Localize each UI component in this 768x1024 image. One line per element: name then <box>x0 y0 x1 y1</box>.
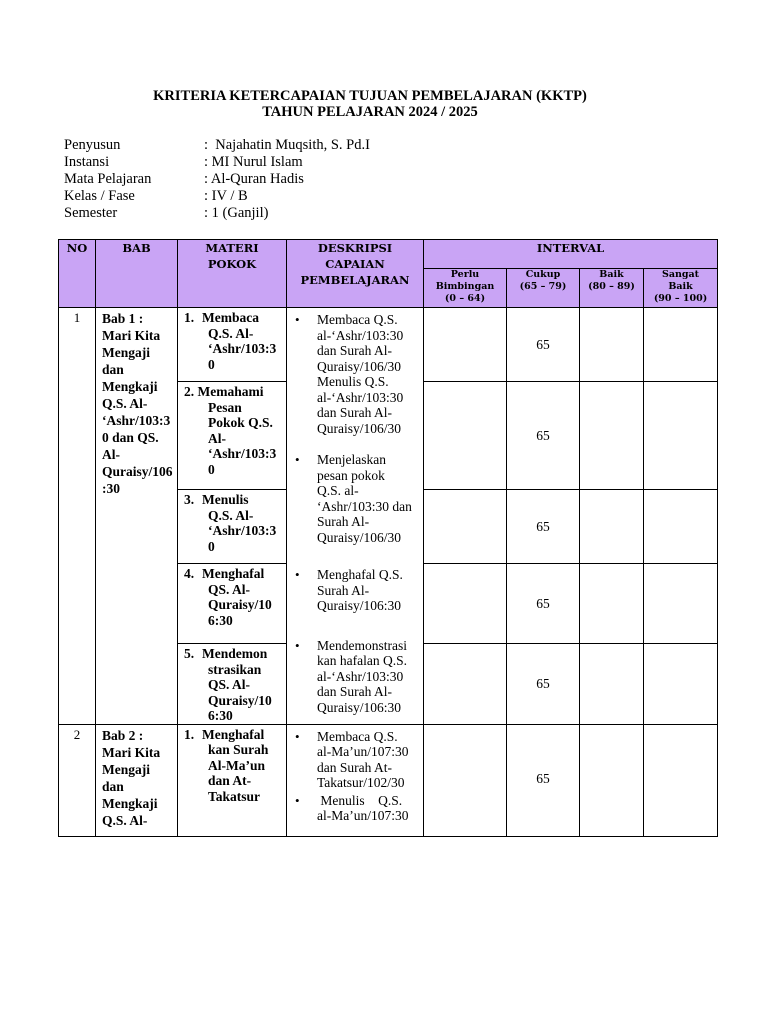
desc-line: kan hafalan Q.S. <box>317 653 407 668</box>
header-desc-line: CAPAIAN <box>325 257 385 271</box>
header-sub-line: (0 – 64) <box>444 293 486 304</box>
materi-line: 0 <box>208 356 215 372</box>
cell-materi <box>178 564 287 644</box>
cell-no: 1 <box>59 308 96 725</box>
header-desc-line: DESKRIPSI <box>317 241 393 255</box>
desc-line: Quraisy/106/30 <box>317 529 401 545</box>
cell-materi <box>178 308 287 382</box>
desc-line: • Menghafal Q.S. <box>317 567 403 582</box>
cell-cukup: 65 <box>507 644 580 725</box>
bab-line: :30 <box>102 481 120 496</box>
cell-perlu-bimbingan <box>424 724 507 836</box>
materi-text: Mendemon <box>202 646 268 661</box>
document-title: KRITERIA KETERCAPAIAN TUJUAN PEMBELAJARAN (KKTP) <box>153 88 587 104</box>
cell-perlu-bimbingan <box>424 490 507 564</box>
materi-line: Takatsur <box>208 788 261 804</box>
header-sangat-baik <box>644 269 718 308</box>
header-sub-line: (65 – 79) <box>519 281 567 292</box>
cell-baik <box>580 564 644 644</box>
bab-line: dan <box>102 362 124 377</box>
info-row-mata-pelajaran <box>64 171 370 188</box>
bab-line: Bab 1 : <box>102 311 144 326</box>
desc-line: al-‘Ashr/103:30 <box>317 327 404 343</box>
bab-line: Q.S. Al- <box>102 812 148 828</box>
header-cukup <box>507 269 580 308</box>
cell-sangat-baik <box>644 644 718 725</box>
cell-cukup: 65 <box>507 308 580 382</box>
desc-list <box>291 312 419 715</box>
materi-text: Memahami <box>197 384 264 399</box>
desc-line: ‘Ashr/103:30 dan <box>317 498 412 514</box>
header-no: NO <box>59 240 96 308</box>
table-row <box>59 724 718 836</box>
bab-line: Mari Kita <box>102 744 161 760</box>
desc-line: Surah Al- <box>317 582 370 598</box>
bab-line: Bab 2 : <box>102 727 144 743</box>
materi-line: ‘Ashr/103:3 <box>208 523 277 538</box>
materi-number: 3. <box>184 492 195 507</box>
desc-line: Takatsur/102/30 <box>317 775 405 790</box>
desc-item <box>291 312 419 436</box>
desc-item <box>291 452 419 545</box>
materi-text: Menghafal <box>202 726 265 742</box>
cell-perlu-bimbingan <box>424 564 507 644</box>
cell-sangat-baik <box>644 308 718 382</box>
cell-baik <box>580 308 644 382</box>
materi-line: Q.S. Al- <box>208 507 254 523</box>
materi-line: 6:30 <box>208 612 233 628</box>
materi-line: dan At- <box>208 773 252 788</box>
header-sub-line: Bimbingan <box>435 281 495 292</box>
header-sub-line: Baik <box>599 269 624 280</box>
desc-item <box>291 567 419 614</box>
desc-line: dan Surah Al- <box>317 343 392 358</box>
bab-line: Mengaji <box>102 761 150 777</box>
cell-sangat-baik <box>644 490 718 564</box>
materi-line: kan Surah <box>208 742 269 757</box>
cell-cukup: 65 <box>507 564 580 644</box>
materi-line: strasikan <box>208 661 262 677</box>
header-bab: BAB <box>96 240 178 308</box>
desc-line: pesan pokok <box>317 467 385 483</box>
materi-number: 4. <box>184 566 195 581</box>
desc-line: • Menulis Q.S. <box>317 792 403 808</box>
header-desc-line: PEMBELAJARAN <box>300 273 410 287</box>
info-value: : Najahatin Muqsith, S. Pd.I <box>204 137 370 153</box>
desc-line: • Mendemonstrasi <box>317 637 407 653</box>
header-sub-line: Cukup <box>525 269 561 280</box>
materi-line <box>184 310 284 326</box>
desc-line: dan Surah Al- <box>317 405 392 420</box>
cell-perlu-bimbingan <box>424 644 507 725</box>
cell-materi <box>178 382 287 490</box>
header-interval: INTERVAL <box>424 240 718 269</box>
header-perlu-bimbingan <box>424 269 507 308</box>
materi-line: 6:30 <box>208 708 233 723</box>
bab-line: ‘Ashr/103:3 <box>102 413 171 428</box>
cell-baik <box>580 490 644 564</box>
desc-line: dan Surah At- <box>317 759 392 775</box>
header-materi-line: MATERI <box>205 241 259 255</box>
desc-word: Menulis Q.S. <box>317 374 389 389</box>
materi-line: QS. Al- <box>208 677 251 692</box>
info-label: Penyusun <box>64 137 121 153</box>
materi-text: Membaca <box>202 310 259 325</box>
cell-bab <box>96 724 178 836</box>
info-label: Kelas / Fase <box>64 188 135 204</box>
desc-line: dan Surah Al- <box>317 684 392 699</box>
desc-line: al-‘Ashr/103:30 <box>317 389 404 405</box>
bab-line: Mengkaji <box>102 795 158 811</box>
materi-line: 0 <box>208 538 215 554</box>
cell-deskripsi <box>287 724 424 836</box>
materi-line: 0 <box>208 461 215 477</box>
header-sub-line: (80 – 89) <box>588 281 635 292</box>
materi-line <box>184 566 284 582</box>
header-sub-line: Perlu <box>450 269 480 280</box>
info-row-instansi <box>64 154 370 171</box>
cell-deskripsi <box>287 308 424 725</box>
materi-line: Al- <box>208 430 226 446</box>
info-block <box>64 137 370 222</box>
bab-line: Mengkaji <box>102 379 158 394</box>
header-sub-line: Sangat <box>661 269 700 280</box>
info-row-semester <box>64 205 370 222</box>
bab-line: Al- <box>102 447 120 462</box>
info-row-kelas <box>64 188 370 205</box>
info-label: Mata Pelajaran <box>64 171 152 187</box>
desc-line: Q.S. al- <box>317 483 359 498</box>
desc-line: • Membaca Q.S. <box>317 728 398 744</box>
cell-baik <box>580 724 644 836</box>
kktp-table <box>58 239 718 837</box>
desc-item <box>291 729 419 791</box>
header-deskripsi <box>287 240 424 308</box>
bab-line: Mengaji <box>102 345 150 360</box>
bab-line: 0 dan QS. <box>102 430 159 445</box>
header-materi-pokok <box>178 240 287 308</box>
desc-line: al-‘Ashr/103:30 <box>317 668 404 684</box>
materi-line: Pesan <box>208 399 242 415</box>
materi-line <box>184 727 284 743</box>
bab-line: Quraisy/106 <box>102 464 173 479</box>
materi-line: ‘Ashr/103:3 <box>208 446 277 461</box>
desc-line: • Membaca Q.S. <box>317 312 398 327</box>
materi-line: Al-Ma’un <box>208 757 265 773</box>
desc-line: Quraisy/106/30 <box>317 420 401 436</box>
info-value: : IV / B <box>204 188 248 204</box>
desc-line <box>317 374 419 390</box>
desc-line: Quraisy/106/30 <box>317 358 401 374</box>
desc-line: al-Ma’un/107:30 <box>317 808 409 823</box>
desc-list <box>291 729 419 824</box>
cell-no: 2 <box>59 724 96 836</box>
header-materi-line: POKOK <box>207 257 257 271</box>
cell-cukup: 65 <box>507 382 580 490</box>
cell-sangat-baik <box>644 564 718 644</box>
info-value: : MI Nurul Islam <box>204 154 303 170</box>
desc-line: • Menjelaskan <box>317 452 386 467</box>
materi-line <box>184 646 284 662</box>
cell-materi <box>178 724 287 836</box>
bab-line: Q.S. Al- <box>102 396 148 411</box>
info-value: : Al-Quran Hadis <box>204 171 304 187</box>
materi-line <box>184 384 284 400</box>
header-baik <box>580 269 644 308</box>
info-label: Semester <box>64 205 118 221</box>
materi-number: 1. <box>184 726 195 742</box>
header-sub-line: Baik <box>668 281 693 292</box>
desc-item <box>291 793 419 824</box>
materi-line: Quraisy/10 <box>208 692 272 708</box>
desc-line: Quraisy/106:30 <box>317 598 401 613</box>
desc-line: Surah Al- <box>317 514 370 529</box>
cell-bab <box>96 308 178 725</box>
bab-line: dan <box>102 778 124 794</box>
materi-line: QS. Al- <box>208 581 251 597</box>
cell-sangat-baik <box>644 382 718 490</box>
materi-line: Q.S. Al- <box>208 325 254 341</box>
info-row-penyusun <box>64 137 370 154</box>
materi-line: Pokok Q.S. <box>208 415 273 430</box>
cell-perlu-bimbingan <box>424 308 507 382</box>
info-value: : 1 (Ganjil) <box>204 205 269 221</box>
materi-text: Menghafal <box>202 566 265 581</box>
desc-line: Quraisy/106:30 <box>317 699 401 715</box>
cell-materi <box>178 644 287 725</box>
cell-baik <box>580 382 644 490</box>
materi-line <box>184 492 284 508</box>
materi-number: 5. <box>184 646 195 661</box>
materi-text: Menulis <box>202 492 249 507</box>
materi-line: ‘Ashr/103:3 <box>208 341 277 356</box>
materi-number: 2. <box>184 384 195 399</box>
cell-baik <box>580 644 644 725</box>
bab-line: Mari Kita <box>102 328 161 343</box>
cell-cukup: 65 <box>507 724 580 836</box>
table-row <box>59 308 718 382</box>
desc-line: al-Ma’un/107:30 <box>317 744 409 759</box>
materi-line: Quraisy/10 <box>208 597 272 612</box>
cell-cukup: 65 <box>507 490 580 564</box>
document-subtitle: TAHUN PELAJARAN 2024 / 2025 <box>262 104 478 120</box>
cell-materi <box>178 490 287 564</box>
desc-item <box>291 638 419 716</box>
cell-perlu-bimbingan <box>424 382 507 490</box>
cell-sangat-baik <box>644 724 718 836</box>
header-sub-line: (90 – 100) <box>653 293 708 304</box>
materi-number: 1. <box>184 310 195 325</box>
info-label: Instansi <box>64 154 110 170</box>
